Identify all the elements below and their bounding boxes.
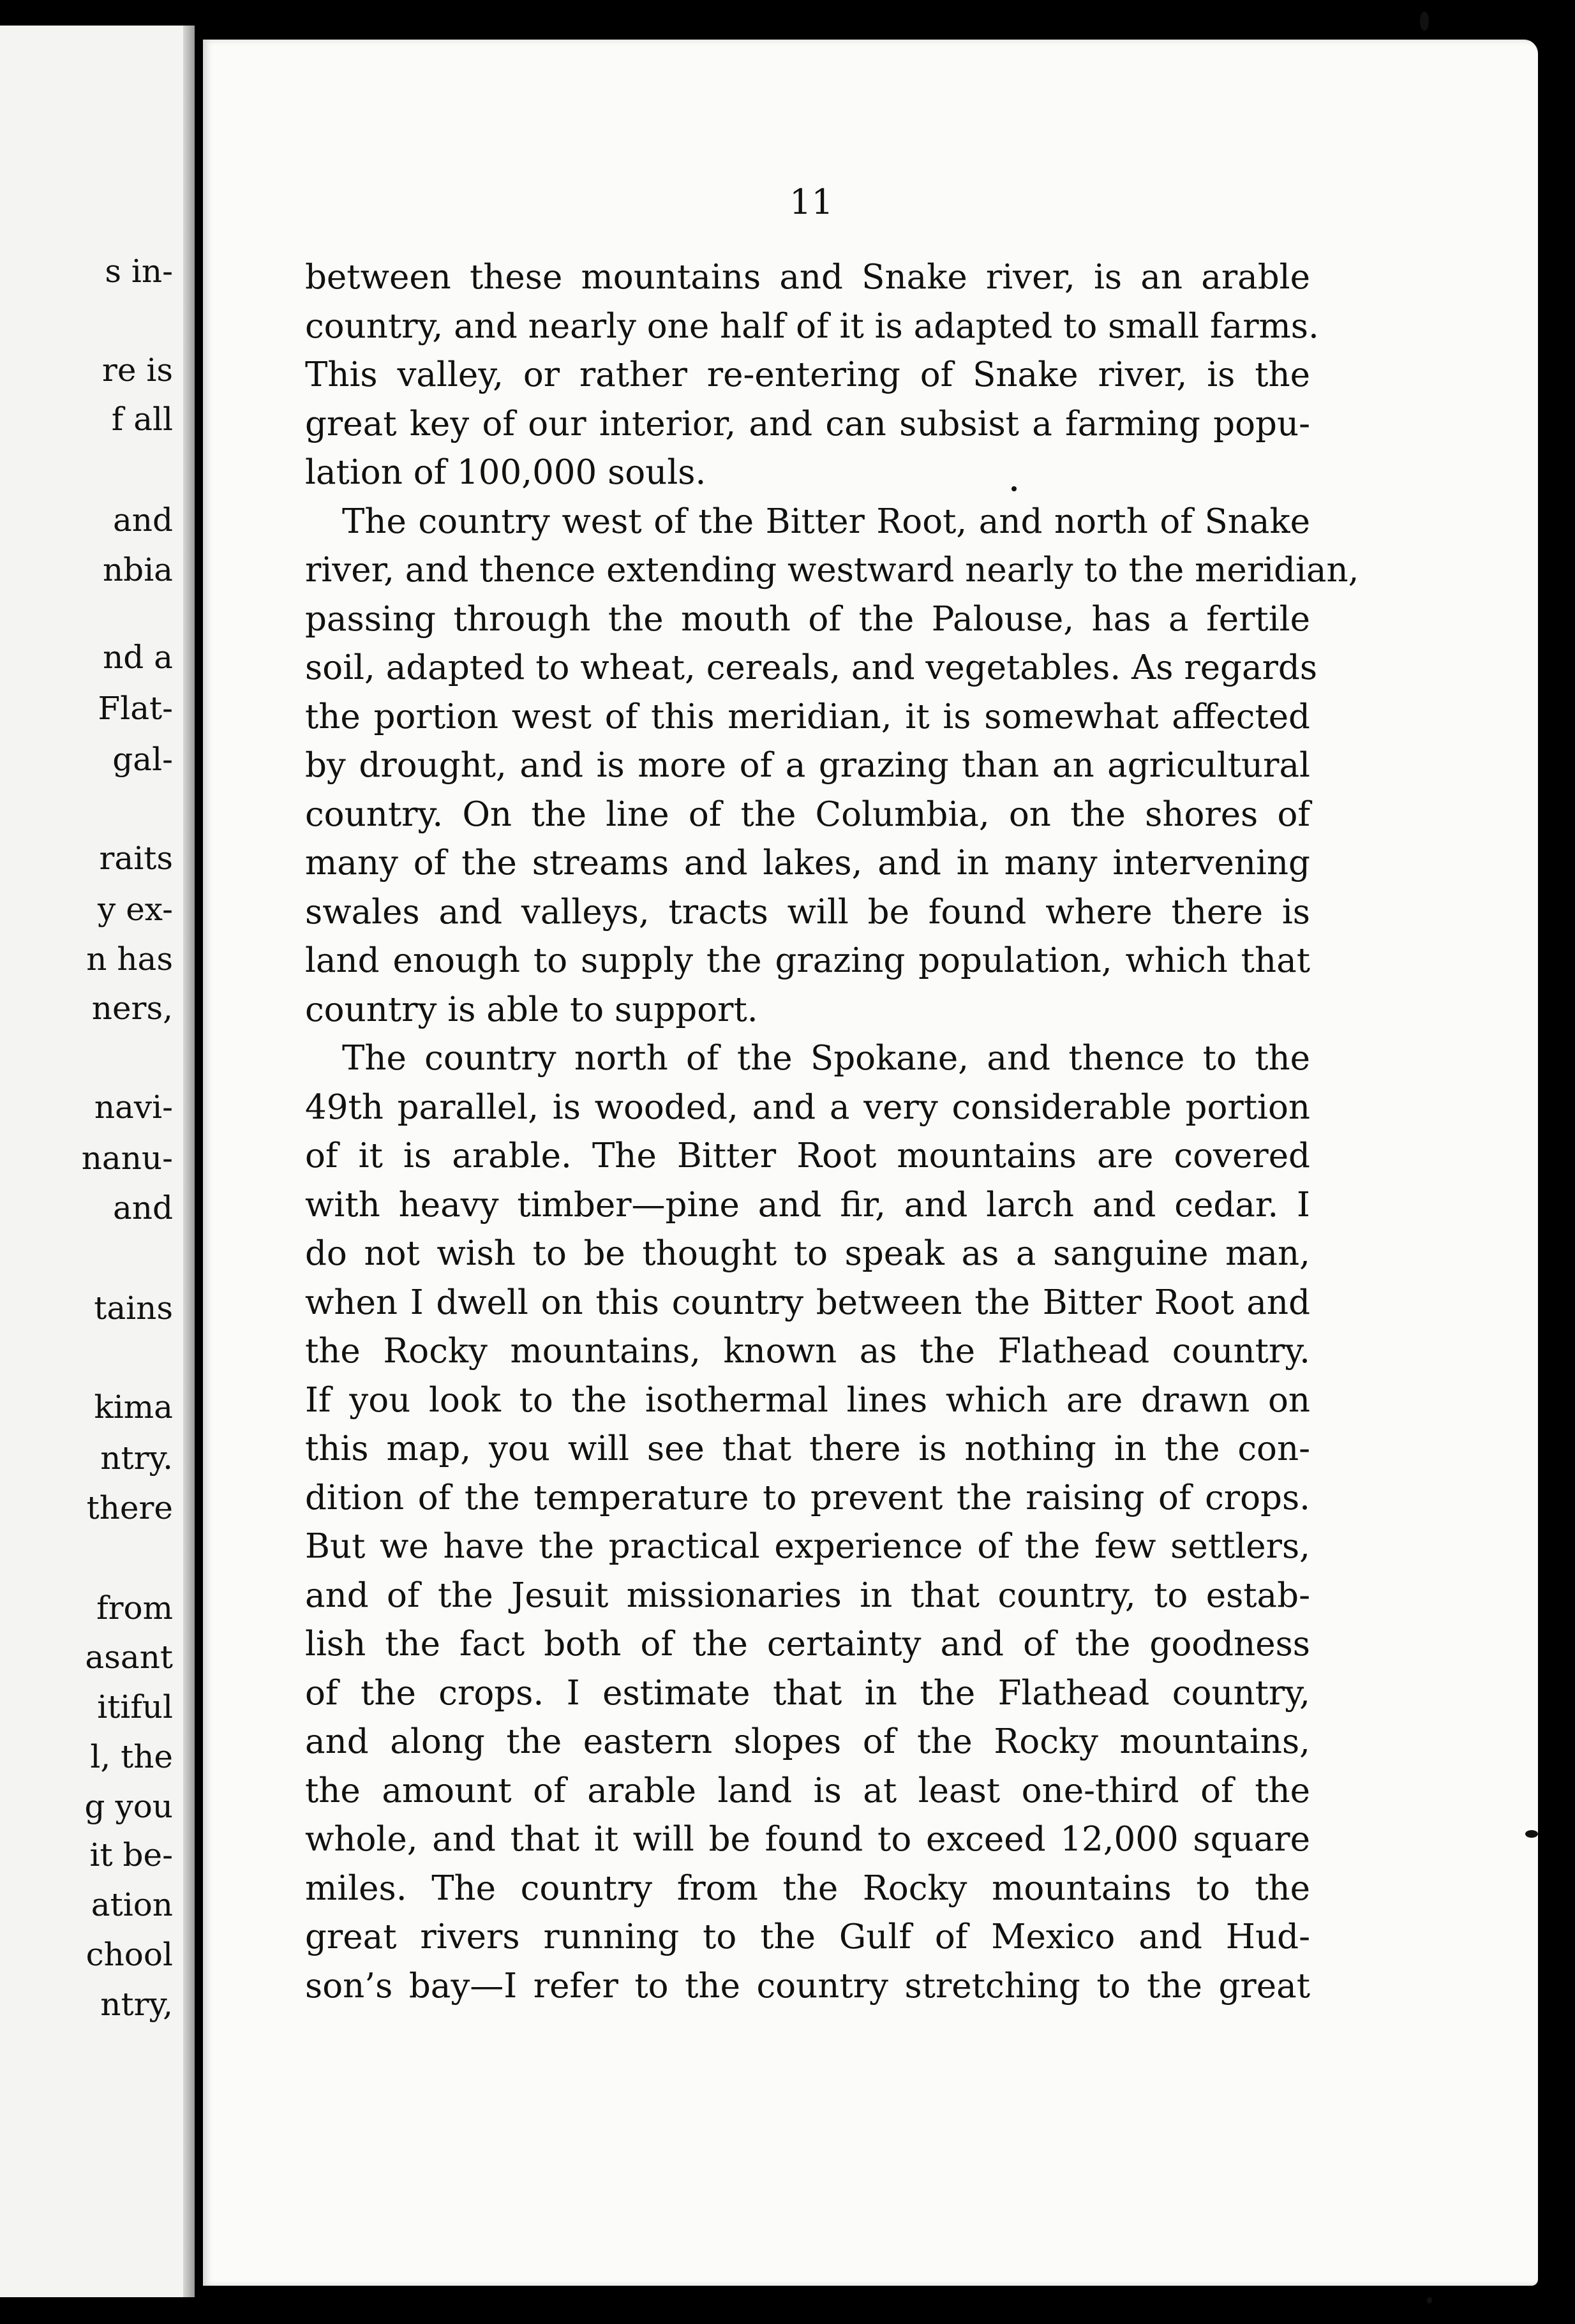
previous-page-line: there	[86, 1489, 173, 1526]
text-line: the portion west of this meridian, it is somewhat affected	[305, 697, 1310, 736]
scan-speck	[1427, 2297, 1432, 2304]
previous-page-line: re is	[101, 352, 173, 389]
text-line: soil, adapted to wheat, cereals, and vegetables. As regards	[305, 648, 1318, 687]
previous-page-line: s in-	[105, 253, 173, 290]
text-line: country is able to support.	[305, 990, 758, 1029]
previous-page-line: nd a	[103, 639, 173, 676]
text-line: whole, and that it will be found to exceed 12,000 square	[305, 1820, 1310, 1859]
previous-page-line: itiful	[97, 1688, 173, 1725]
text-line: the amount of arable land is at least one-third of the	[305, 1771, 1310, 1810]
text-line: of the crops. I estimate that in the Flathead country,	[305, 1674, 1310, 1713]
previous-page-line: ntry,	[100, 1986, 173, 2023]
text-line: and along the eastern slopes of the Rocky mountains,	[305, 1722, 1310, 1761]
page-gutter	[183, 26, 195, 2297]
previous-page-line: and	[112, 1189, 173, 1226]
previous-page-line: from	[96, 1590, 173, 1627]
previous-page-line: and	[112, 502, 173, 539]
text-line: with heavy timber—pine and fir, and larch and cedar. I	[305, 1186, 1310, 1225]
text-line: land enough to supply the grazing population, which that	[305, 941, 1310, 980]
text-line: But we have the practical experience of the few settlers,	[305, 1527, 1310, 1566]
text-line: The country west of the Bitter Root, and north of Snake	[342, 502, 1310, 541]
previous-page-line: g you	[84, 1788, 173, 1825]
previous-page-line: l, the	[90, 1738, 173, 1775]
text-line: great rivers running to the Gulf of Mexico and Hud-	[305, 1918, 1310, 1956]
text-line: between these mountains and Snake river, is an arable	[305, 258, 1310, 297]
text-line: of it is arable. The Bitter Root mountains are covered	[305, 1136, 1310, 1175]
text-line: dition of the temperature to prevent the raising of crops.	[305, 1479, 1310, 1517]
text-line: the Rocky mountains, known as the Flathead country.	[305, 1332, 1310, 1371]
text-line: great key of our interior, and can subsist a farming popu-	[305, 405, 1310, 443]
text-line: this map, you will see that there is nothing in the con-	[305, 1429, 1310, 1468]
text-line: lish the fact both of the certainty and of the goodness	[305, 1625, 1310, 1664]
previous-page-line: ation	[91, 1886, 173, 1923]
previous-page-edge	[0, 26, 195, 2297]
text-line: when I dwell on this country between the Bitter Root and	[305, 1283, 1310, 1322]
previous-page-line: nanu-	[81, 1140, 173, 1177]
text-line: do not wish to be thought to speak as a sanguine man,	[305, 1234, 1310, 1273]
previous-page-line: y ex-	[98, 891, 173, 928]
text-line: miles. The country from the Rocky mountains to the	[305, 1869, 1310, 1908]
text-line: passing through the mouth of the Palouse, has a fertile	[305, 600, 1310, 639]
text-line: If you look to the isothermal lines which are drawn on	[305, 1381, 1310, 1420]
scan-speck	[1525, 1830, 1538, 1838]
text-line: country. On the line of the Columbia, on the shores of	[305, 795, 1310, 834]
previous-page-line: chool	[86, 1936, 173, 1973]
text-line: many of the streams and lakes, and in many intervening	[305, 844, 1310, 883]
text-line: son’s bay—I refer to the country stretching to the great	[305, 1967, 1310, 2006]
text-line: river, and thence extending westward nearly to the meridian,	[305, 551, 1359, 590]
text-line: 49th parallel, is wooded, and a very considerable portion	[305, 1088, 1310, 1127]
previous-page-line: it be-	[89, 1836, 173, 1873]
text-line: by drought, and is more of a grazing than an agricultural	[305, 746, 1310, 785]
text-line: This valley, or rather re-entering of Snake river, is the	[305, 355, 1310, 394]
previous-page-line: nbia	[102, 551, 173, 588]
previous-page-line: asant	[85, 1639, 173, 1676]
previous-page-line: Flat-	[98, 690, 173, 727]
text-line: country, and nearly one half of it is adapted to small farms.	[305, 307, 1319, 346]
previous-page-line: tains	[94, 1290, 173, 1327]
previous-page-line: navi-	[94, 1089, 173, 1126]
previous-page-line: f all	[111, 401, 173, 438]
text-line: lation of 100,000 souls.	[305, 453, 706, 492]
previous-page-line: n has	[86, 941, 173, 978]
text-line: swales and valleys, tracts will be found where there is	[305, 893, 1310, 932]
text-line: The country north of the Spokane, and thence to the	[342, 1039, 1310, 1078]
page-number: 11	[789, 182, 833, 222]
previous-page-line: ners,	[91, 990, 173, 1027]
previous-page-line: raits	[99, 840, 173, 877]
previous-page-line: kima	[94, 1389, 173, 1426]
previous-page-line: gal-	[112, 741, 173, 778]
scan-speck	[1011, 486, 1017, 491]
previous-page-line: ntry.	[100, 1440, 173, 1477]
scan-speck	[1420, 11, 1429, 31]
text-line: and of the Jesuit missionaries in that country, to estab-	[305, 1576, 1310, 1615]
